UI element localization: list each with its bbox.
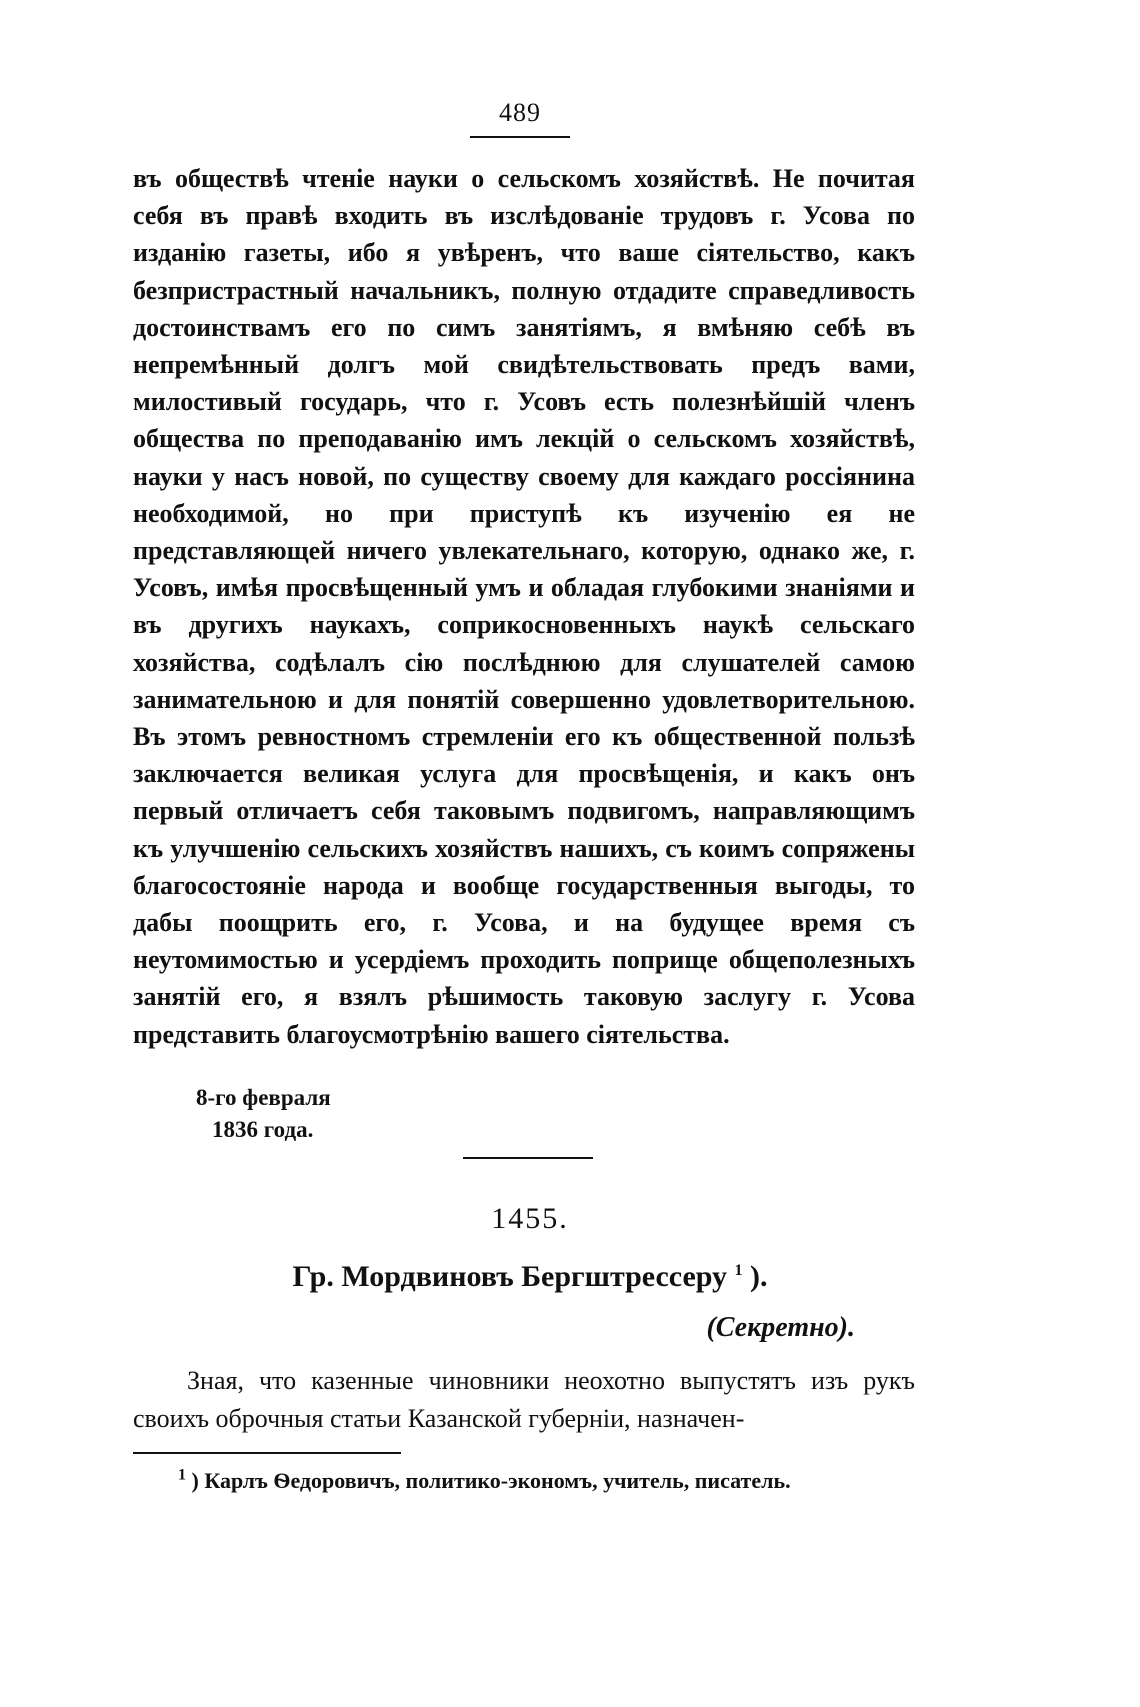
footnote-mark: 1: [178, 1466, 186, 1484]
dateline: [196, 1082, 331, 1146]
document-number: 1455.: [491, 1202, 569, 1235]
footnote-rule: [133, 1452, 401, 1454]
footnote-reference-mark: 1: [734, 1262, 743, 1279]
footnote-text: ) Карлъ Ѳедоровичъ, политико-экономъ, учитель, писатель.: [191, 1468, 791, 1493]
page-number-rule: [470, 136, 570, 138]
footnote: [178, 1468, 918, 1494]
document-heading: [140, 1260, 920, 1294]
document-heading-text: Гр. Мордвиновъ Бергштрессеру: [292, 1260, 728, 1293]
document-secret-note: (Секретно).: [706, 1312, 855, 1343]
dateline-year: 1836 года.: [212, 1117, 314, 1142]
document-heading-close: ).: [750, 1260, 768, 1293]
body-paragraph: въ обществѣ чтеніе науки о сельскомъ хозяйствѣ. Не почитая себя въ правѣ входить въ изслѣдованіе трудовъ г. Усова по изданію газеты, ибо я увѣренъ, что ваше сіятельство, какъ безпристрастный начальникъ, полную отдадите справедливость достоинствамъ его по симъ занятіямъ, я вмѣняю себѣ въ непремѣнный долгъ мой свидѣтельствовать предъ вами, милостивый государь, что г. Усовъ есть полезнѣйшій членъ общества по преподаванію имъ лекцій о сельскомъ хозяйствѣ, науки у насъ новой, по существу своему для каждаго россіянина необходимой, но при приступѣ къ изученію ея не представляющей ничего увлекательнаго, которую, однако же, г. Усовъ, имѣя просвѣщенный умъ и обладая глубокими знаніями и въ другихъ наукахъ, соприкосновенныхъ наукѣ сельскаго хозяйства, содѣлалъ сію послѣднюю для слушателей самою занимательною и для понятій совершенно удовлетворительною. Въ этомъ ревностномъ стремленіи его къ общественной пользѣ заключается великая услуга для просвѣщенія, и какъ онъ первый отличаетъ себя таковымъ подвигомъ, направляющимъ къ улучшенію сельскихъ хозяйствъ нашихъ, съ коимъ сопряжены благосостояніе народа и вообще государственныя выгоды, то дабы поощрить его, г. Усова, и на будущее время съ неутомимостью и усердіемъ проходить поприще общеполезныхъ занятій его, я взялъ рѣшимость таковую заслугу г. Усова представить благоусмотрѣнію вашего сіятельства.: [133, 164, 915, 1049]
dateline-date: 8-го февраля: [196, 1085, 331, 1110]
page-number: 489: [499, 98, 541, 127]
document-text: Зная, что казенные чиновники неохотно выпустятъ изъ рукъ своихъ оброчныя статьи Казанской губерніи, назначен-: [133, 1366, 915, 1433]
section-divider: [463, 1157, 593, 1159]
